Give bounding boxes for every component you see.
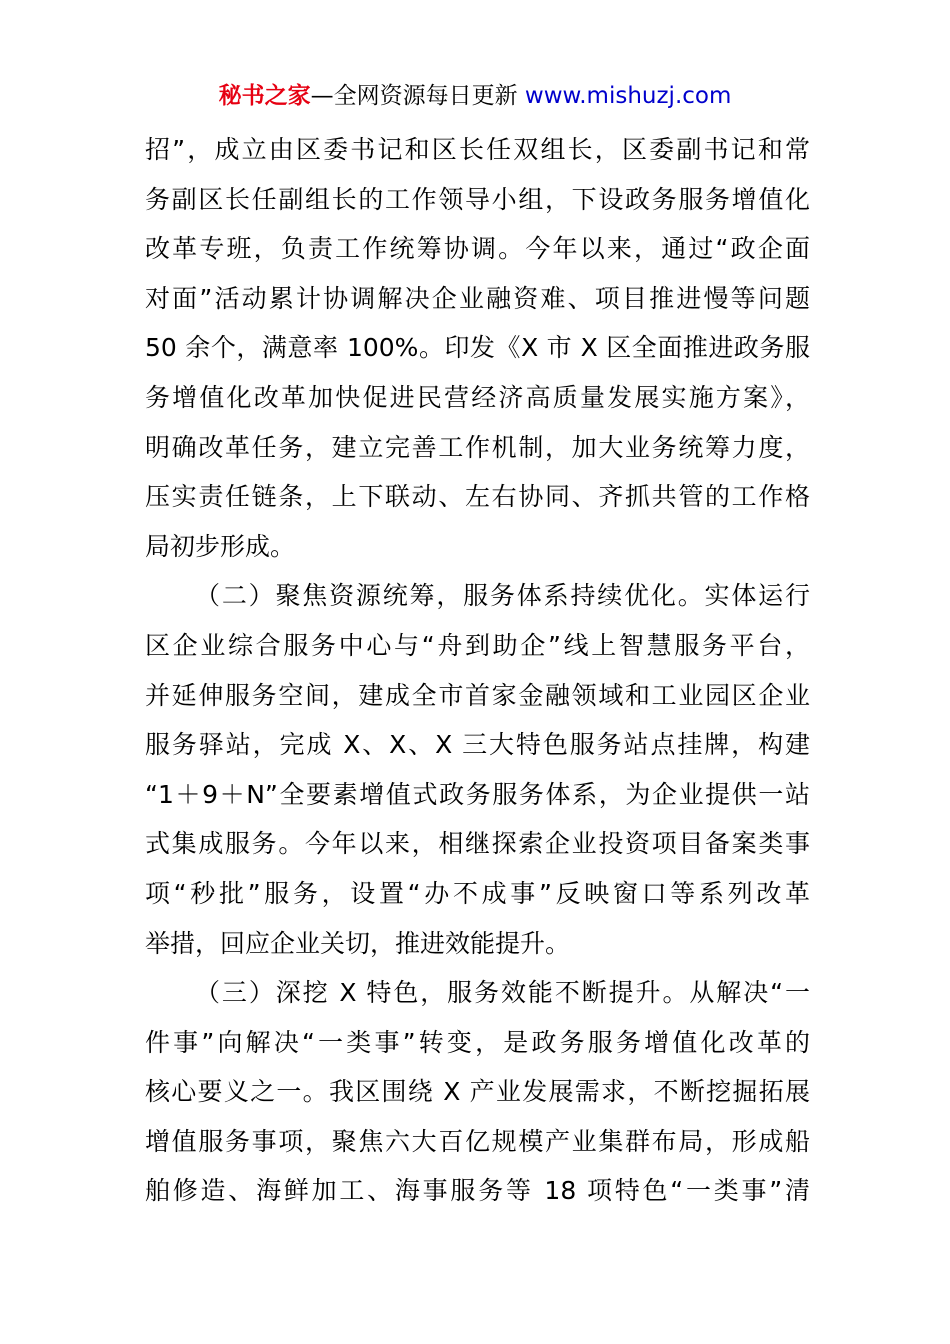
site-brand-name: 秘书之家 <box>218 83 311 109</box>
document-text-line: 局初步形成。 <box>145 531 296 561</box>
site-url-link[interactable]: www.mishuzj.com <box>524 83 732 109</box>
document-text-line: 服务驿站，完成 X、X、X 三大特色服务站点挂牌，构建 <box>145 730 810 760</box>
site-tagline: —全网资源每日更新 <box>310 83 525 109</box>
document-text-line: 舶修造、海鲜加工、海事服务等 18 项特色“一类事”清 <box>145 1176 810 1206</box>
document-text-line: 并延伸服务空间，建成全市首家金融领域和工业园区企业 <box>145 680 810 710</box>
document-text-line: 项“秒批”服务，设置“办不成事”反映窗口等系列改革 <box>145 878 810 908</box>
document-text-line: 明确改革任务，建立完善工作机制，加大业务统筹力度， <box>145 432 810 462</box>
document-body <box>145 125 810 1216</box>
document-text-line: （三）深挖 X 特色，服务效能不断提升。从解决“一 <box>195 978 810 1008</box>
document-text-line: 招”，成立由区委书记和区长任双组长，区委副书记和常 <box>145 135 810 164</box>
document-text-line: 改革专班，负责工作统筹协调。今年以来，通过“政企面 <box>145 234 810 264</box>
document-text-line: 件事”向解决“一类事”转变，是政务服务增值化改革的 <box>145 1027 810 1057</box>
document-text-line: 核心要义之一。我区围绕 X 产业发展需求，不断挖掘拓展 <box>145 1077 810 1107</box>
document-text-line: 举措，回应企业关切，推进效能提升。 <box>145 928 571 958</box>
document-text-line: “1＋9＋N”全要素增值式政务服务体系，为企业提供一站 <box>145 779 810 809</box>
document-text-line: 压实责任链条，上下联动、左右协同、齐抓共管的工作格 <box>145 482 810 512</box>
document-text-line: 对面”活动累计协调解决企业融资难、项目推进慢等问题 <box>145 283 810 313</box>
document-text-line: 增值服务事项，聚焦六大百亿规模产业集群布局，形成船 <box>145 1126 810 1156</box>
document-text-line: 区企业综合服务中心与“舟到助企”线上智慧服务平台， <box>145 630 810 660</box>
document-text-line: 务副区长任副组长的工作领导小组，下设政务服务增值化 <box>145 184 810 214</box>
document-text-line: 50 余个，满意率 100%。印发《X 市 X 区全面推进政务服 <box>145 333 810 363</box>
document-text-line: （二）聚焦资源统筹，服务体系持续优化。实体运行 <box>195 581 810 611</box>
site-header <box>0 80 950 112</box>
document-text-line: 式集成服务。今年以来，相继探索企业投资项目备案类事 <box>145 829 810 859</box>
document-text-line: 务增值化改革加快促进民营经济高质量发展实施方案》， <box>145 382 810 412</box>
